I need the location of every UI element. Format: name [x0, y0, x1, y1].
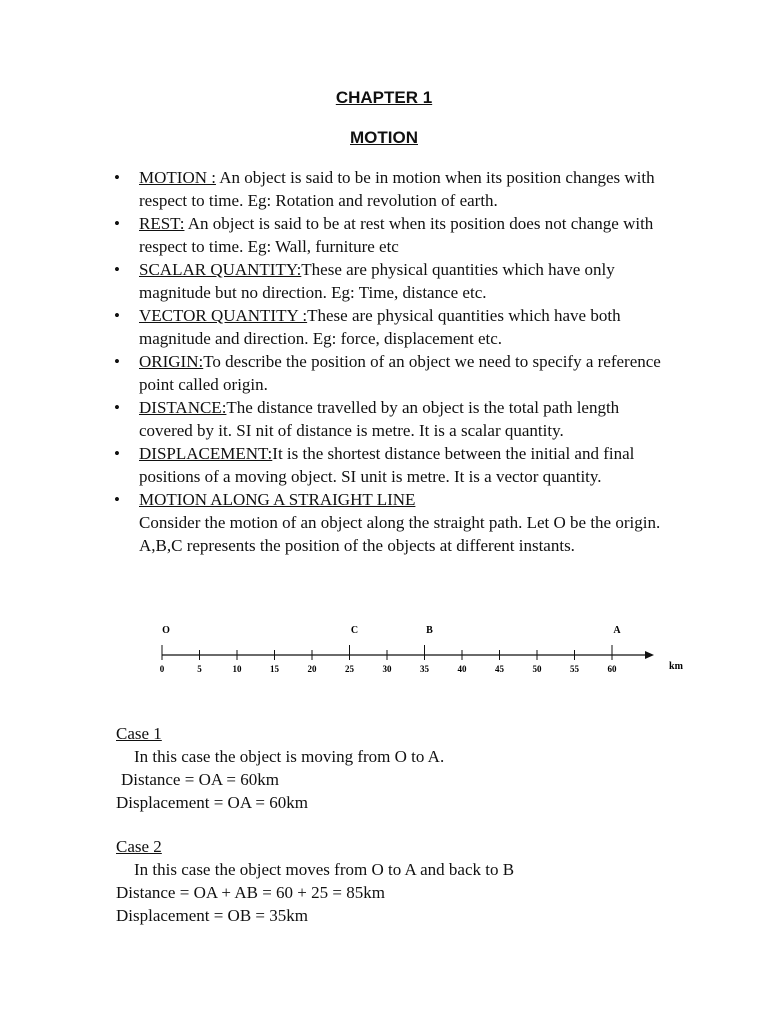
- definition-term: ORIGIN:: [139, 352, 204, 371]
- definition-text: The distance travelled by an object is the total path length covered by it. SI nit of distance is metre. It is a scalar quantity.: [139, 398, 620, 440]
- definition-text: An object is said to be at rest when its position does not change with respect to time. Eg: Wall, furniture etc: [139, 214, 654, 256]
- point-label: A: [613, 625, 621, 636]
- case-displacement: Displacement = OA = 60km: [116, 793, 308, 812]
- definition-item: [114, 442, 674, 488]
- definition-term: MOTION ALONG A STRAIGHT LINE: [139, 490, 416, 509]
- definition-term: DISPLACEMENT:: [139, 444, 273, 463]
- number-line-unit: km: [669, 661, 683, 672]
- definition-term: REST:: [139, 214, 185, 233]
- definition-text: It is the shortest distance between the initial and final positions of a moving object. SI unit is metre. It is a vector quantity.: [139, 444, 635, 486]
- case-distance: Distance = OA + AB = 60 + 25 = 85km: [116, 883, 385, 902]
- tick-label: 20: [307, 664, 317, 674]
- definition-item: [114, 488, 674, 557]
- tick-label: 0: [159, 664, 165, 674]
- definitions-list: [114, 166, 674, 557]
- definition-item: [114, 304, 674, 350]
- point-label: C: [350, 625, 359, 636]
- case-title: Case 1: [116, 724, 162, 743]
- definition-text: To describe the position of an object we need to specify a reference point called origin.: [139, 352, 661, 394]
- point-label: O: [162, 625, 170, 636]
- definition-term: DISTANCE:: [139, 398, 227, 417]
- case-displacement: Displacement = OB = 35km: [116, 906, 308, 925]
- definition-item: [114, 396, 674, 442]
- tick-label: 40: [457, 664, 467, 674]
- number-line-diagram: [140, 618, 700, 678]
- case-description: In this case the object is moving from O to A.: [134, 747, 445, 766]
- definition-text: These are physical quantities which have both magnitude and direction. Eg: force, displacement etc.: [139, 306, 621, 348]
- case-title: Case 2: [116, 837, 162, 856]
- tick-label: 5: [197, 664, 202, 674]
- tick-label: 35: [420, 664, 429, 674]
- number-line-points: [162, 625, 621, 636]
- tick-label: 30: [382, 664, 392, 674]
- definition-item: [114, 212, 674, 258]
- number-line-arrowhead: [645, 651, 654, 659]
- definition-item: [114, 166, 674, 212]
- definition-item: [114, 350, 674, 396]
- case-description: In this case the object moves from O to A and back to B: [134, 860, 515, 879]
- definition-term: SCALAR QUANTITY:: [139, 260, 302, 279]
- number-line-ticks: [160, 645, 617, 674]
- tick-label: 55: [570, 664, 579, 674]
- tick-label: 25: [345, 664, 354, 674]
- tick-label: 45: [495, 664, 504, 674]
- tick-label: 15: [270, 664, 279, 674]
- tick-label: 10: [232, 664, 242, 674]
- chapter-heading: CHAPTER 1: [335, 88, 433, 107]
- definition-text: An object is said to be in motion when its position changes with respect to time. Eg: Rotation and revolution of earth.: [139, 168, 655, 210]
- definition-text: Consider the motion of an object along the straight path. Let O be the origin. A,B,C represents the position of the objects at different instants.: [139, 513, 661, 555]
- definition-item: [114, 258, 674, 304]
- cases-section: [116, 722, 676, 927]
- topic-heading: MOTION: [350, 128, 418, 147]
- definition-term: VECTOR QUANTITY :: [139, 306, 308, 325]
- definition-text: These are physical quantities which have only magnitude but no direction. Eg: Time, distance etc.: [139, 260, 615, 302]
- case-distance: Distance = OA = 60km: [121, 770, 279, 789]
- tick-label: 50: [532, 664, 542, 674]
- point-label: B: [426, 625, 433, 636]
- definition-term: MOTION :: [139, 168, 216, 187]
- tick-label: 60: [607, 664, 617, 674]
